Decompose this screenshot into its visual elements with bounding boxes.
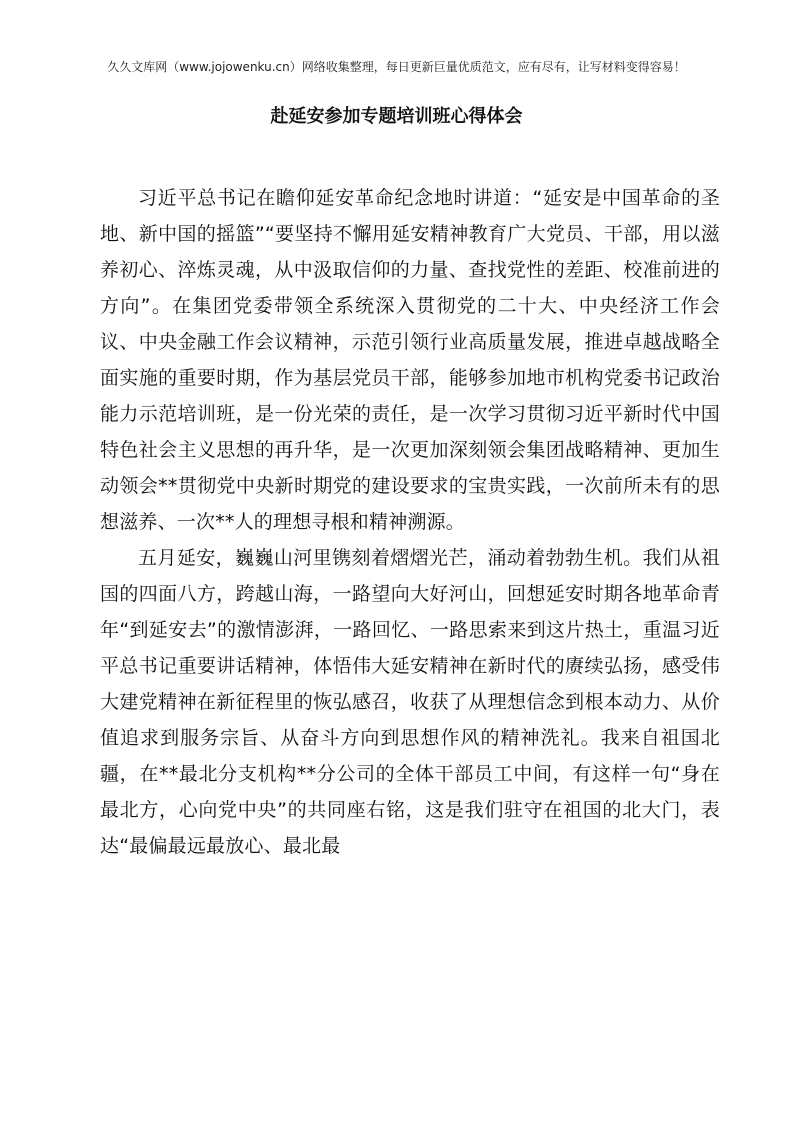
paragraph-2: 五月延安，巍巍山河里镌刻着熠熠光芒，涌动着勃勃生机。我们从祖国的四面八方，跨越山海，一路望向大好河山，回想延安时期各地革命青年“到延安去”的激情澎湃，一路回忆、一路思索来到这片热土，重温习近平总书记重要讲话精神，体悟伟大延安精神在新时代的赓续弘扬，感受伟大建党精神在新征程里的恢弘感召，收获了从理想信念到根本动力、从价值追求到服务宗旨、从奋斗方向到思想作风的精神洗礼。我来自祖国北疆，在**最北分支机构**分公司的全体干部员工中间，有这样一句“身在最北方，心向党中央”的共同座右铭，这是我们驻守在祖国的北大门，表达“最偏最远最放心、最北最 bbox=[100, 547, 720, 857]
document-body bbox=[100, 180, 720, 864]
document-title: 赴延安参加专题培训班心得体会 bbox=[270, 106, 523, 127]
page-header-banner: 久久文库网（www.jojowenku.cn）网络收集整理，每日更新巨量优质范文，应有尽有，让写材料变得容易！ bbox=[107, 60, 686, 74]
paragraph-1: 习近平总书记在瞻仰延安革命纪念地时讲道：“延安是中国革命的圣地、新中国的摇篮”“要坚持不懈用延安精神教育广大党员、干部，用以滋养初心、淬炼灵魂，从中汲取信仰的力量、查找党性的差距、校准前进的方向”。在集团党委带领全系统深入贯彻党的二十大、中央经济工作会议、中央金融工作会议精神，示范引领行业高质量发展，推进卓越战略全面实施的重要时期，作为基层党员干部，能够参加地市机构党委书记政治能力示范培训班，是一份光荣的责任，是一次学习贯彻习近平新时代中国特色社会主义思想的再升华，是一次更加深刻领会集团战略精神、更加生动领会**贯彻党中央新时期党的建设要求的宝贵实践，一次前所未有的思想滋养、一次**人的理想寻根和精神溯源。 bbox=[100, 187, 720, 533]
